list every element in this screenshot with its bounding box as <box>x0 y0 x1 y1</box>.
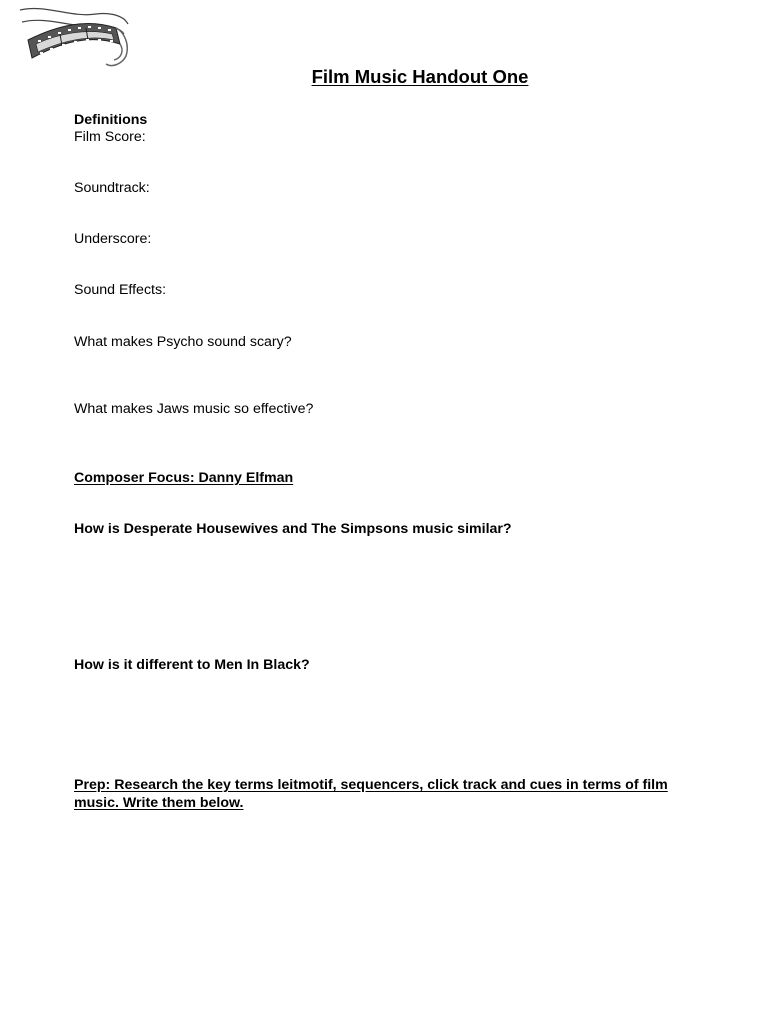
page-title: Film Music Handout One <box>311 66 529 87</box>
film-reel-icon <box>16 4 132 70</box>
question-similar: How is Desperate Housewives and The Simpsons music similar? <box>74 521 512 537</box>
question-jaws: What makes Jaws music so effective? <box>74 401 314 417</box>
definition-sound-effects: Sound Effects: <box>74 282 167 298</box>
question-different: How is it different to Men In Black? <box>74 657 310 673</box>
question-psycho: What makes Psycho sound scary? <box>74 334 292 350</box>
composer-focus-heading: Composer Focus: Danny Elfman <box>74 470 294 486</box>
prep-instructions: Prep: Research the key terms leitmotif, sequencers, click track and cues in terms of film music. Write them below. <box>74 777 668 811</box>
definitions-heading: Definitions <box>74 112 148 128</box>
definition-soundtrack: Soundtrack: <box>74 180 150 196</box>
definition-underscore: Underscore: <box>74 231 152 247</box>
definition-film-score: Film Score: <box>74 129 146 145</box>
